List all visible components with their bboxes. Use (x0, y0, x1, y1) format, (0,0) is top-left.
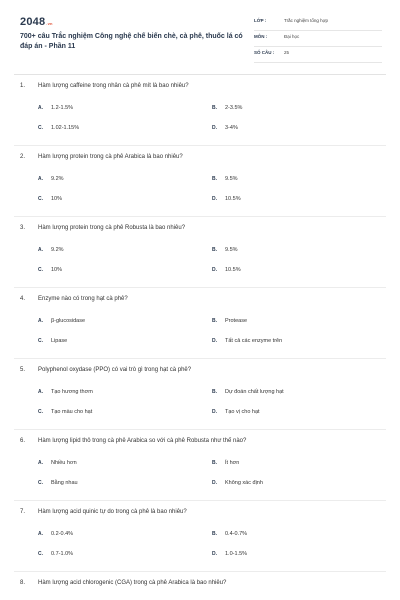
option-letter: A. (38, 318, 43, 324)
question-item (14, 288, 386, 359)
option-letter: A. (38, 247, 43, 253)
question-item (14, 217, 386, 288)
option-text: 2-3.5% (225, 105, 243, 111)
answer-option-c[interactable] (38, 196, 62, 202)
answer-option-b[interactable] (212, 176, 238, 182)
option-text: 0.7-1.0% (51, 551, 74, 557)
option-letter: D. (212, 338, 217, 344)
option-letter: D. (212, 267, 217, 273)
option-letter: B. (212, 176, 217, 182)
answer-option-d[interactable] (212, 267, 241, 273)
option-letter: C. (38, 409, 43, 415)
site-logo[interactable] (20, 16, 53, 28)
answer-option-d[interactable] (212, 338, 282, 344)
option-letter: D. (212, 125, 217, 131)
option-text: Nhiều hơn (51, 460, 77, 466)
option-text: Tạo vị cho hạt (225, 409, 260, 415)
option-letter: A. (38, 176, 43, 182)
option-text: Tạo hương thơm (51, 389, 93, 395)
option-text: Tất cả các enzyme trên (225, 338, 283, 344)
question-text: Hàm lượng caffeine trong nhân cà phê mít là bao nhiêu? (38, 83, 189, 89)
answer-option-a[interactable] (38, 531, 73, 537)
answer-option-d[interactable] (212, 125, 238, 131)
answer-option-b[interactable] (212, 460, 239, 466)
option-text: β-glucosidase (51, 318, 86, 324)
option-text: 1.0-1.5% (225, 551, 248, 557)
option-letter: B. (212, 460, 217, 466)
option-letter: B. (212, 318, 217, 324)
question-item (14, 146, 386, 217)
meta-info (254, 15, 382, 63)
option-letter: C. (38, 125, 43, 131)
question-number: 3. (20, 225, 26, 231)
question-item (14, 572, 386, 600)
option-text: 0.4-0.7% (225, 531, 248, 537)
question-text: Hàm lượng lipid thô trong cà phê Arabica so với cà phê Robusta như thế nào? (38, 438, 247, 444)
meta-row-count (254, 47, 382, 63)
answer-option-d[interactable] (212, 551, 247, 557)
option-letter: C. (38, 267, 43, 273)
option-text: Không xác định (225, 480, 263, 486)
meta-value: Đại học (284, 34, 300, 39)
question-text: Enzyme nào có trong hạt cà phê? (38, 296, 128, 302)
option-letter: C. (38, 338, 43, 344)
option-text: 9.5% (225, 176, 238, 182)
question-item (14, 501, 386, 572)
option-letter: A. (38, 531, 43, 537)
option-text: 9.2% (51, 176, 64, 182)
question-text: Hàm lượng acid quinic tự do trong cà phê là bao nhiêu? (38, 509, 187, 515)
option-letter: D. (212, 196, 217, 202)
answer-option-d[interactable] (212, 409, 260, 415)
question-text: Hàm lượng acid chlorogenic (CGA) trong cà phê Arabica là bao nhiêu? (38, 580, 227, 586)
option-text: Dự đoán chất lượng hạt (225, 389, 284, 395)
document-title: 700+ câu Trắc nghiệm Công nghệ chế biến chè, cà phê, thuốc lá có đáp án - Phần 11 (20, 33, 243, 50)
meta-label: LỚP : (254, 18, 267, 23)
answer-option-a[interactable] (38, 389, 93, 395)
option-letter: D. (212, 551, 217, 557)
answer-option-a[interactable] (38, 460, 77, 466)
question-number: 2. (20, 154, 26, 160)
answer-option-a[interactable] (38, 176, 64, 182)
option-text: 3-4% (225, 125, 238, 131)
option-letter: B. (212, 389, 217, 395)
option-letter: B. (212, 247, 217, 253)
question-number: 8. (20, 580, 26, 586)
answer-option-c[interactable] (38, 125, 79, 131)
option-text: Bằng nhau (51, 480, 78, 486)
answer-option-d[interactable] (212, 196, 241, 202)
option-text: 0.2-0.4% (51, 531, 74, 537)
answer-option-c[interactable] (38, 267, 62, 273)
option-text: Ít hơn (225, 460, 240, 466)
answer-option-b[interactable] (212, 531, 247, 537)
question-list (0, 75, 400, 600)
question-number: 6. (20, 438, 26, 444)
option-text: Tạo màu cho hạt (51, 409, 93, 415)
answer-option-c[interactable] (38, 338, 67, 344)
document-header (0, 0, 400, 72)
option-letter: C. (38, 551, 43, 557)
logo-suffix: .vn (46, 21, 53, 26)
answer-option-a[interactable] (38, 105, 73, 111)
answer-option-b[interactable] (212, 105, 242, 111)
option-letter: A. (38, 389, 43, 395)
answer-option-b[interactable] (212, 247, 238, 253)
question-item (14, 359, 386, 430)
logo-text: 2048 (20, 16, 46, 28)
question-number: 5. (20, 367, 26, 373)
question-item (14, 430, 386, 501)
option-letter: A. (38, 460, 43, 466)
option-letter: B. (212, 531, 217, 537)
question-number: 7. (20, 509, 26, 515)
answer-option-a[interactable] (38, 247, 64, 253)
meta-label: MÔN : (254, 34, 268, 39)
question-number: 1. (20, 83, 26, 89)
option-text: 10.5% (225, 267, 241, 273)
option-text: 10% (51, 267, 63, 273)
question-text: Hàm lượng protein trong cà phê Robusta là bao nhiêu? (38, 225, 186, 231)
answer-option-c[interactable] (38, 409, 92, 415)
option-text: 10% (51, 196, 63, 202)
option-letter: B. (212, 105, 217, 111)
question-item (14, 75, 386, 146)
answer-option-c[interactable] (38, 480, 78, 486)
option-letter: D. (212, 409, 217, 415)
meta-label: SỐ CÂU : (254, 50, 275, 55)
answer-option-c[interactable] (38, 551, 73, 557)
option-letter: D. (212, 480, 217, 486)
question-text: Polyphenol oxydase (PPO) có vai trò gì trong hạt cà phê? (38, 367, 192, 373)
answer-option-a[interactable] (38, 318, 85, 324)
option-text: Lipase (51, 338, 68, 344)
meta-row-class (254, 15, 382, 31)
question-text: Hàm lượng protein trong cà phê Arabica là bao nhiêu? (38, 154, 183, 160)
option-letter: A. (38, 105, 43, 111)
question-number: 4. (20, 296, 26, 302)
option-text: Protease (225, 318, 248, 324)
answer-option-b[interactable] (212, 318, 247, 324)
meta-value: 25 (284, 50, 290, 55)
option-letter: C. (38, 196, 43, 202)
answer-option-b[interactable] (212, 389, 284, 395)
option-text: 10.5% (225, 196, 241, 202)
option-text: 9.5% (225, 247, 238, 253)
meta-value: Trắc nghiệm tổng hợp (284, 18, 329, 23)
option-text: 1.02-1.15% (51, 125, 80, 131)
option-letter: C. (38, 480, 43, 486)
meta-row-subject (254, 31, 382, 47)
option-text: 9.2% (51, 247, 64, 253)
option-text: 1.2-1.5% (51, 105, 74, 111)
answer-option-d[interactable] (212, 480, 263, 486)
